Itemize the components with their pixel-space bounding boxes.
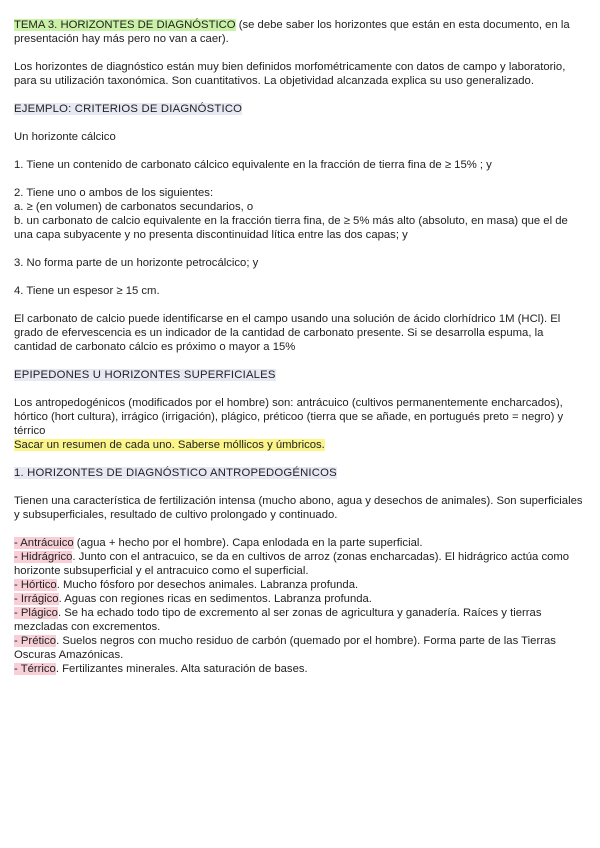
list-item: - Térrico. Fertilizantes minerales. Alta saturación de bases. [14,663,308,675]
epipedones-highlight: Sacar un resumen de cada uno. Saberse móllicos y úmbricos. [14,439,325,451]
topic-title [14,18,586,46]
list-item: - Hórtico. Mucho fósforo por desechos animales. Labranza profunda. [14,579,359,591]
list-item: - Antrácuico (agua + hecho por el hombre). Capa enlodada en la parte superficial. [14,537,423,549]
criterion-2-title: 2. Tiene uno o ambos de los siguientes: [14,187,214,199]
criterion-3: 3. No forma parte de un horizonte petrocálcico; y [14,257,259,269]
carbonate-note: El carbonato de calcio puede identificarse en el campo usando una solución de ácido clorhídrico 1M (HCl). El grado de efervescencia es un indicador de la cantidad de carbonato presente. Si se desarrolla espuma, la cantidad de carbonato cálcio es próximo o mayor a 15% [14,313,561,353]
list-item: - Irrágico. Aguas con regiones ricas en sedimentos. Labranza profunda. [14,593,372,605]
intro-paragraph: Los horizontes de diagnóstico están muy bien definidos morfométricamente con datos de campo y laboratorio, para su utilización taxonómica. Son cuantitativos. La objetividad alcanzada explica su uso generalizado. [14,61,566,87]
list-item: - Prético. Suelos negros con mucho residuo de carbón (quemado por el hombre). Forma parte de las Tierras Oscuras Amazónicas. [14,635,556,661]
antro-list [14,536,586,676]
document-page [14,18,586,676]
example-subtitle: Un horizonte cálcico [14,131,116,143]
criterion-2-b: b. un carbonato de calcio equivalente en la fracción tierra fina, de ≥ 5% más alto (absoluto, en masa) que el de una capa subyacente y no presenta discontinuidad lítica entre las dos capas; y [14,215,568,241]
criterion-2 [14,186,586,242]
example-heading: EJEMPLO: CRITERIOS DE DIAGNÓSTICO [14,103,243,115]
list-item: - Hidrágrico. Junto con el antracuico, se da en cultivos de arroz (zonas encharcadas). El hidrágrico actúa como horizonte subsuperficial y el antracuico como el superficial. [14,551,570,577]
antro-heading: 1. HORIZONTES DE DIAGNÓSTICO ANTROPEDOGÉNICOS [14,467,337,479]
criterion-2-a: a. ≥ (en volumen) de carbonatos secundarios, o [14,201,254,213]
list-item: - Plágico. Se ha echado todo tipo de excremento al ser zonas de agricultura y ganadería. Raíces y tierras mezcladas con excrementos. [14,607,542,633]
epipedones-text: Los antropedogénicos (modificados por el hombre) son: antrácuico (cultivos permanentemente encharcados), hórtico (hort cultura), irrágico (irrigación), plágico, préticoo (tierra que se añade, en portugués preto = negro) y térrico [14,397,564,437]
criterion-4: 4. Tiene un espesor ≥ 15 cm. [14,285,160,297]
epipedones-block [14,396,586,452]
epipedones-heading: EPIPEDONES U HORIZONTES SUPERFICIALES [14,369,276,381]
criterion-1: 1. Tiene un contenido de carbonato cálcico equivalente en la fracción de tierra fina de ≥ 15% ; y [14,159,492,171]
topic-title-highlight: TEMA 3. HORIZONTES DE DIAGNÓSTICO [14,19,236,31]
topic-title-note: (se debe saber los horizontes que están en esta documento, en la presentación hay más pero no van a caer). [14,19,570,45]
antro-intro: Tienen una característica de fertilización intensa (mucho abono, agua y desechos de animales). Son superficiales y subsuperficiales, resultado de cultivo prolongado y continuado. [14,495,583,521]
